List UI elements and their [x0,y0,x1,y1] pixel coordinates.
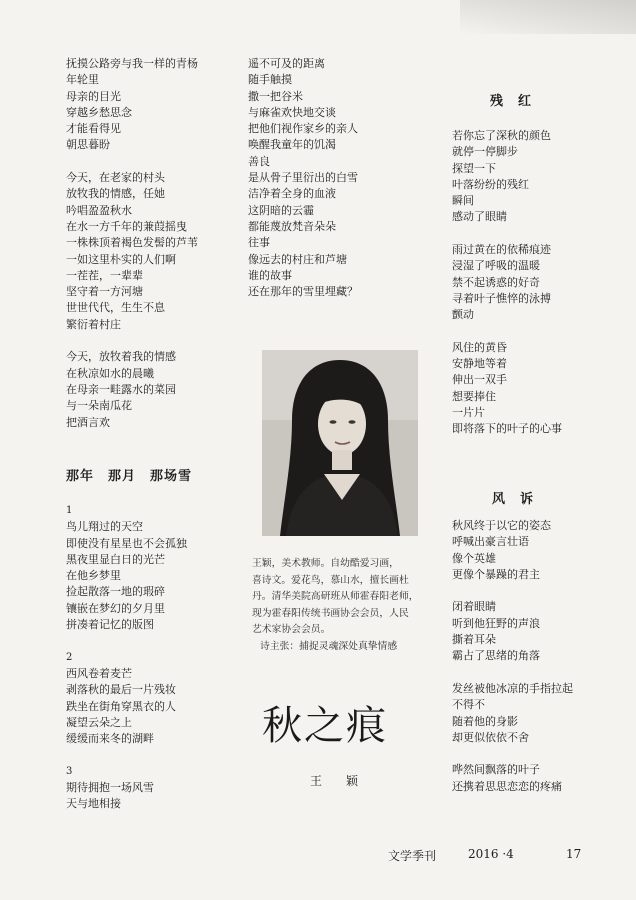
poem-line: 与一朵南瓜花 [66,399,132,413]
page-number: 17 [566,847,582,861]
stanza [66,56,226,154]
bio-line: 丹。清华美院高研班从师霍春阳老师， [252,591,419,602]
poem-line: 风住的黄昏 [452,340,507,354]
poem-line: 往事 [248,236,270,250]
poem-line: 一片片 [452,406,485,420]
bio-line: 喜诗文。爱花鸟，慕山水，擅长画杜 [252,574,409,586]
poem-line: 秋风终于以它的姿态 [452,519,551,532]
column-2 [248,56,388,300]
stanza [452,599,582,664]
poem-line: 想要捧住 [452,389,496,403]
poem-line: 一茬茬，一辈辈 [66,268,143,282]
poem-line: 随着他的身影 [452,714,518,728]
poem-line: 缓缓而来冬的湖畔 [66,732,154,746]
poem-line: 感动了眼睛 [452,210,507,224]
poem-line: 瞬间 [452,194,474,208]
poem-line: 禁不起诱惑的好奇 [452,275,540,289]
feature-author: 王 颖 [310,774,365,788]
poem-line: 坚守着一方河塘 [66,285,143,299]
poem-line: 年轮里 [66,73,99,87]
poem-line: 今天，在老家的村头 [66,171,165,185]
poem-title-snow: 那年 那月 那场雪 [66,469,193,484]
stanza [452,340,582,438]
poem-line: 在他乡梦里 [66,569,121,583]
poem-line: 颤动 [452,308,474,322]
poem-line: 天与地相接 [66,797,121,811]
stanza [66,170,226,333]
poem-line: 像远去的村庄和芦塘 [248,252,347,266]
poem-line: 探望一下 [452,161,496,175]
poem-line: 就停一停脚步 [452,145,518,159]
section-number: 2 [66,651,73,663]
scan-shadow [460,0,636,34]
poem-line: 繁衍着村庄 [66,317,121,331]
poem-line: 寻着叶子憔悴的泳搏 [452,291,551,305]
stanza [452,518,582,583]
poem-line: 在母亲一畦露水的菜园 [66,382,176,396]
poem-line: 凝望云朵之上 [66,715,132,729]
issue-date: 2016 ·4 [468,847,514,861]
bio-line: 现为霍春阳传统书画协会会员，人民 [252,607,409,619]
poem-line: 剥落秋的最后一片残妆 [66,683,176,697]
poem-line: 是从骨子里衍出的白雪 [248,171,358,185]
poem-line: 与麻雀欢快地交谈 [248,105,336,119]
poem-line: 不得不 [452,698,485,712]
poem-line: 谁的故事 [248,268,292,282]
poem-line: 听到他狂野的声浪 [452,616,540,630]
poem-line: 发丝被他冰凉的手指拉起 [452,681,573,695]
poem-line: 在水一方千年的兼葭摇曳 [66,219,187,233]
stanza [452,762,582,795]
poem-line: 今天，放牧着我的情感 [66,350,176,364]
poem-line: 洁净着全身的血液 [248,187,336,201]
poem-line: 这阴暗的云霾 [248,203,314,217]
poem-line: 朝思暮盼 [66,138,110,152]
poem-line: 才能看得见 [66,122,121,136]
poem-line: 若你忘了深秋的颜色 [452,129,551,142]
poem-line: 穿越乡愁思念 [66,105,132,119]
bio-line: 王颖，美术教师。自幼酷爱习画， [252,558,399,569]
poem-line: 浸湿了呼吸的温暖 [452,259,540,273]
poem-line: 撕着耳朵 [452,633,496,647]
poem-line: 唤醒我童年的饥渴 [248,138,336,152]
poem-line: 伸出一双手 [452,373,507,387]
author-photo [262,350,418,536]
poem-line: 放牧我的情感，任她 [66,187,165,201]
stanza [66,349,226,430]
poem-line: 随手触摸 [248,73,292,87]
poem-line: 善良 [248,154,270,168]
poem-line: 一株株顶着褐色发髻的芦苇 [66,236,198,250]
poem-line: 却更似依依不舍 [452,730,529,744]
poem-line: 呼喊出豪言壮语 [452,535,529,549]
bio-line: 艺术家协会会员。 [252,624,331,635]
poem-line: 把酒言欢 [66,415,110,429]
feature-title: 秋之痕 [262,703,388,749]
poem-line: 吟唱盈盈秋水 [66,203,132,217]
poem-line: 期待拥抱一场风雪 [66,781,154,795]
stanza [452,681,582,746]
poem-line: 都能蔑放梵音朵朵 [248,219,336,233]
poem-line: 捡起散落一地的瑕碎 [66,585,165,599]
poem-line: 在秋凉如水的晨曦 [66,366,154,380]
column-1 [66,56,226,431]
poem-line: 跌坐在街角穿黑衣的人 [66,699,176,713]
poem-line: 黑夜里显白日的光芒 [66,552,165,566]
poem-line: 镶嵌在梦幻的夕月里 [66,601,165,615]
poem-title-canhong: 残 红 [490,94,533,109]
poem-line: 拼凑着记忆的版图 [66,618,154,632]
poem-line: 抚摸公路旁与我一样的青杨 [66,57,198,70]
poem-line: 撒一把谷米 [248,89,303,103]
poem-line: 西风卷着麦芒 [66,666,132,680]
poem-line: 把他们视作家乡的亲人 [248,122,358,136]
poem-line: 即使没有星星也不会孤独 [66,536,187,550]
poem-line: 母亲的目光 [66,89,121,103]
journal-name: 文学季刊 [388,849,437,863]
poem-line: 即将落下的叶子的心事 [452,422,562,436]
section-number: 3 [66,765,73,777]
poem-title-fengsu: 风 诉 [492,492,535,507]
poem-line: 像个英雄 [452,551,496,565]
poem-line: 安静地等着 [452,357,507,371]
poem-line: 还携着思思恋恋的疼痛 [452,779,562,793]
poem-line: 遥不可及的距离 [248,57,325,70]
stanza [452,128,582,226]
stanza [452,242,582,323]
poem-line: 一如这里朴实的人们啊 [66,252,176,266]
poem-line: 哗然间飘落的叶子 [452,763,540,777]
poem-line: 雨过黄在的依稀痕迹 [452,243,551,257]
poem-line: 霸占了思绪的角落 [452,649,540,663]
column-1-poem [66,503,226,813]
poem-line: 更像个暴躁的君主 [452,567,540,581]
column-3-poem-2 [452,518,582,795]
author-bio [252,556,434,655]
poem-line: 叶落纷纷的残红 [452,177,529,191]
section-number: 1 [66,505,73,516]
poem-line: 世世代代，生生不息 [66,301,165,315]
poem-line: 鸟儿翔过的天空 [66,520,143,534]
poetry-motto: 诗主张：捕捉灵魂深处真挚情感 [260,640,398,652]
poem-line: 还在那年的雪里埋藏？ [248,285,358,299]
column-3 [452,128,582,438]
poem-line: 闭着眼睛 [452,600,496,614]
